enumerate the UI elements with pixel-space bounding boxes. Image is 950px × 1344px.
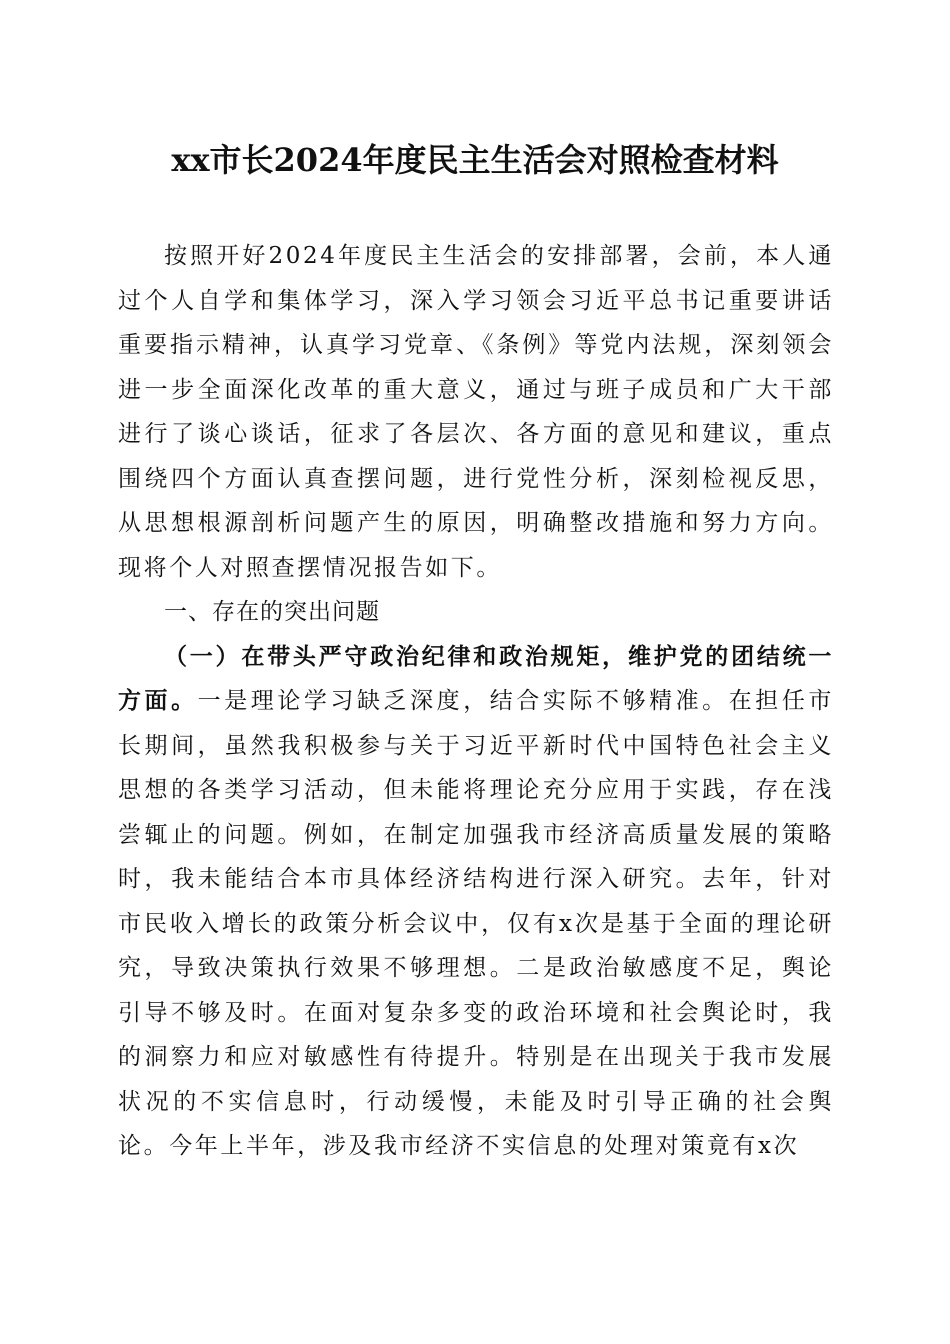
subsection-paragraph [118, 635, 834, 1169]
intro-paragraph: 按照开好2024年度民主生活会的安排部署，会前，本人通过个人自学和集体学习，深入学习领会习近平总书记重要讲话重要指示精神，认真学习党章、《条例》等党内法规，深刻领会进一步全面深化改革的重大意义，通过与班子成员和广大干部进行了谈心谈话，征求了各层次、各方面的意见和建议，重点围绕四个方面认真查摆问题，进行党性分析，深刻检视反思，从思想根源剖析问题产生的原因，明确整改措施和努力方向。现将个人对照查摆情况报告如下。 [118, 243, 834, 581]
document-body [118, 234, 834, 1169]
subsection-text: 一是理论学习缺乏深度，结合实际不够精准。在担任市长期间，虽然我积极参与关于习近平新时代中国特色社会主义思想的各类学习活动，但未能将理论充分应用于实践，存在浅尝辄止的问题。例如，在制定加强我市经济高质量发展的策略时，我未能结合本市具体经济结构进行深入研究。去年，针对市民收入增长的政策分析会议中，仅有x次是基于全面的理论研究，导致决策执行效果不够理想。二是政治敏感度不足，舆论引导不够及时。在面对复杂多变的政治环境和社会舆论时，我的洞察力和应对敏感性有待提升。特别是在出现关于我市发展状况的不实信息时，行动缓慢，未能及时引导正确的社会舆论。今年上半年，涉及我市经济不实信息的处理对策竟有x次 [118, 688, 834, 1159]
section-heading: 一、存在的突出问题 [164, 599, 380, 625]
subsection-heading: （一）在带头严守政治纪律和政治规矩，维护党的团结统一方面。 [118, 643, 834, 714]
document-title: xx市长2024年度民主生活会对照检查材料 [171, 141, 779, 179]
